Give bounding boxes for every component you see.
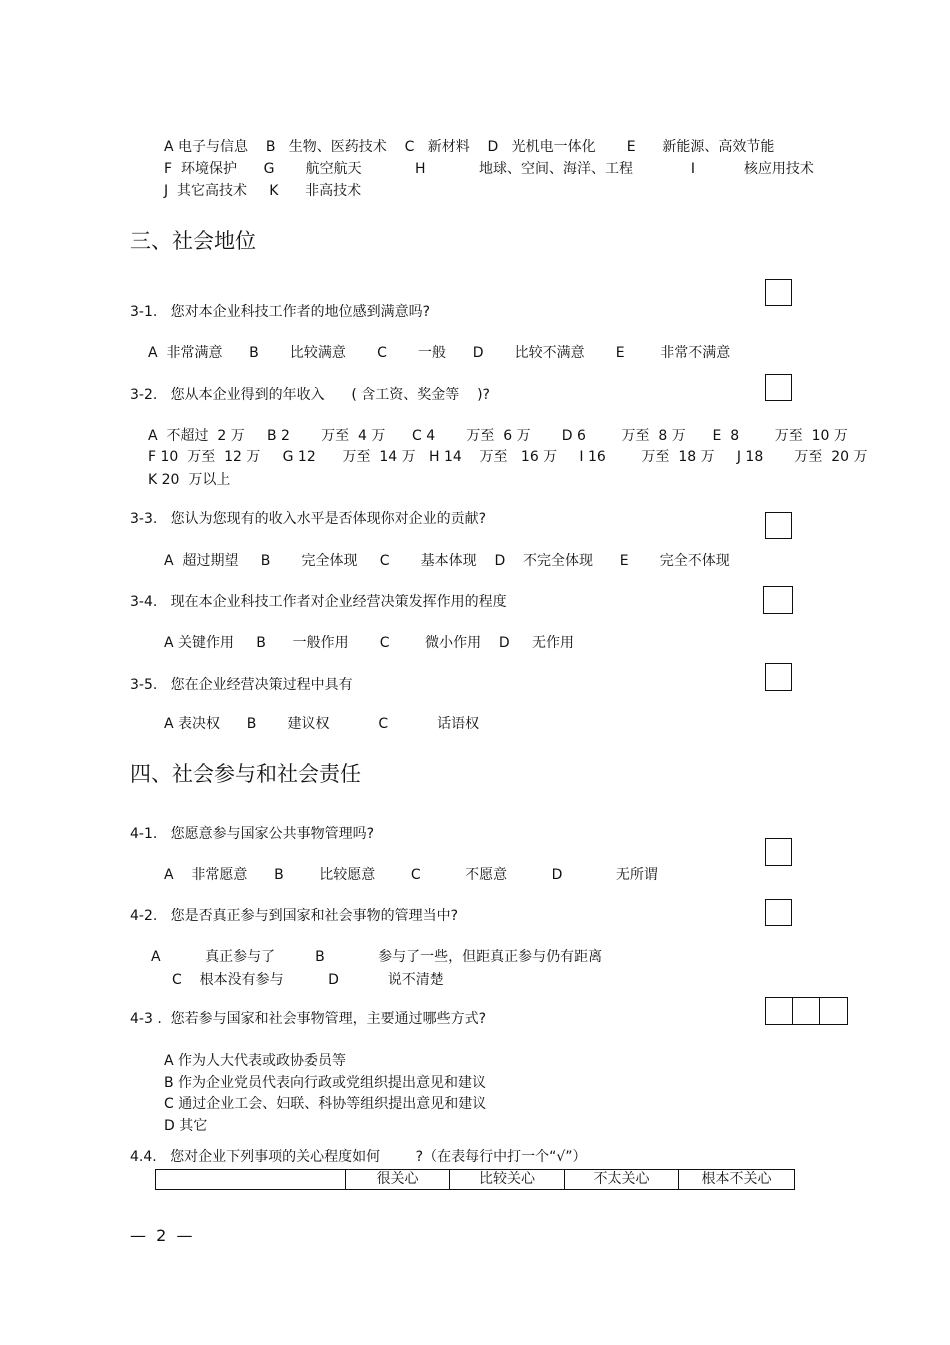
page-number: — 2 — bbox=[130, 1226, 193, 1245]
tech-option-line-1: A 电子与信息 B 生物、医药技术 C 新材料 D 光机电一体化 E 新能源、高效节能 bbox=[164, 139, 775, 155]
options-4-2-line-2: C 根本没有参与 D 说不清楚 bbox=[172, 972, 444, 988]
tech-option-line-3: J 其它高技术 K 非高技术 bbox=[164, 183, 362, 199]
options-4-3-line-4: D 其它 bbox=[164, 1118, 208, 1134]
answer-box-3-1[interactable] bbox=[765, 279, 792, 306]
options-4-3-line-2: B 作为企业党员代表向行政或党组织提出意见和建议 bbox=[164, 1075, 487, 1091]
section-3-title: 三、社会地位 bbox=[130, 229, 256, 253]
question-4-2: 4-2. 您是否真正参与到国家和社会事物的管理当中? bbox=[130, 908, 459, 924]
options-3-5: A 表决权 B 建议权 C 话语权 bbox=[164, 716, 480, 732]
concern-table bbox=[155, 1169, 795, 1190]
table-header-very-concerned: 很关心 bbox=[346, 1170, 450, 1190]
options-3-1: A 非常满意 B 比较满意 C 一般 D 比较不满意 E 非常不满意 bbox=[148, 345, 731, 361]
question-3-5: 3-5. 您在企业经营决策过程中具有 bbox=[130, 677, 353, 693]
question-3-3: 3-3. 您认为您现有的收入水平是否体现你对企业的贡献? bbox=[130, 511, 487, 527]
answer-box-4-1[interactable] bbox=[765, 838, 792, 866]
question-4-3: 4-3 . 您若参与国家和社会事物管理，主要通过哪些方式? bbox=[130, 1011, 487, 1027]
answer-box-4-3-b[interactable] bbox=[792, 997, 820, 1025]
question-3-2: 3-2. 您从本企业得到的年收入 ( 含工资、奖金等 )? bbox=[130, 387, 490, 403]
table-header-not-very-concerned: 不太关心 bbox=[565, 1170, 679, 1190]
table-header-blank bbox=[156, 1170, 346, 1190]
answer-box-3-5[interactable] bbox=[765, 663, 792, 691]
answer-box-3-2[interactable] bbox=[765, 374, 792, 401]
answer-box-4-3-a[interactable] bbox=[765, 997, 793, 1025]
answer-box-3-4[interactable] bbox=[763, 586, 793, 614]
options-4-3-line-3: C 通过企业工会、妇联、科协等组织提出意见和建议 bbox=[164, 1096, 487, 1112]
options-3-2-line-3: K 20 万以上 bbox=[148, 472, 231, 488]
question-3-1: 3-1. 您对本企业科技工作者的地位感到满意吗? bbox=[130, 304, 431, 320]
options-3-2-line-1: A 不超过 2 万 B 2 万至 4 万 C 4 万至 6 万 D 6 万至 8 万 E 8 万至 10 万 bbox=[148, 428, 848, 444]
options-3-4: A 关键作用 B 一般作用 C 微小作用 D 无作用 bbox=[164, 635, 574, 651]
options-3-3: A 超过期望 B 完全体现 C 基本体现 D 不完全体现 E 完全不体现 bbox=[164, 553, 730, 569]
table-header-fairly-concerned: 比较关心 bbox=[450, 1170, 565, 1190]
answer-box-4-3-c[interactable] bbox=[819, 997, 848, 1025]
answer-box-4-2[interactable] bbox=[765, 899, 792, 926]
question-4-4: 4.4. 您对企业下列事项的关心程度如何 ?（在表每行中打一个“√”） bbox=[130, 1149, 587, 1165]
options-4-1: A 非常愿意 B 比较愿意 C 不愿意 D 无所谓 bbox=[164, 867, 658, 883]
question-3-4: 3-4. 现在本企业科技工作者对企业经营决策发挥作用的程度 bbox=[130, 594, 507, 610]
tech-option-line-2: F 环境保护 G 航空航天 H 地球、空间、海洋、工程 I 核应用技术 bbox=[164, 161, 814, 177]
options-3-2-line-2: F 10 万至 12 万 G 12 万至 14 万 H 14 万至 16 万 I 16 万至 18 万 J 18 万至 20 万 bbox=[148, 449, 868, 465]
section-4-title: 四、社会参与和社会责任 bbox=[130, 762, 361, 786]
options-4-3-line-1: A 作为人大代表或政协委员等 bbox=[164, 1053, 347, 1069]
answer-box-3-3[interactable] bbox=[765, 512, 792, 539]
table-header-row bbox=[156, 1170, 795, 1190]
table-header-not-concerned-at-all: 根本不关心 bbox=[679, 1170, 795, 1190]
question-4-1: 4-1. 您愿意参与国家公共事物管理吗? bbox=[130, 826, 375, 842]
options-4-2-line-1: A 真正参与了 B 参与了一些，但距真正参与仍有距离 bbox=[151, 949, 603, 965]
